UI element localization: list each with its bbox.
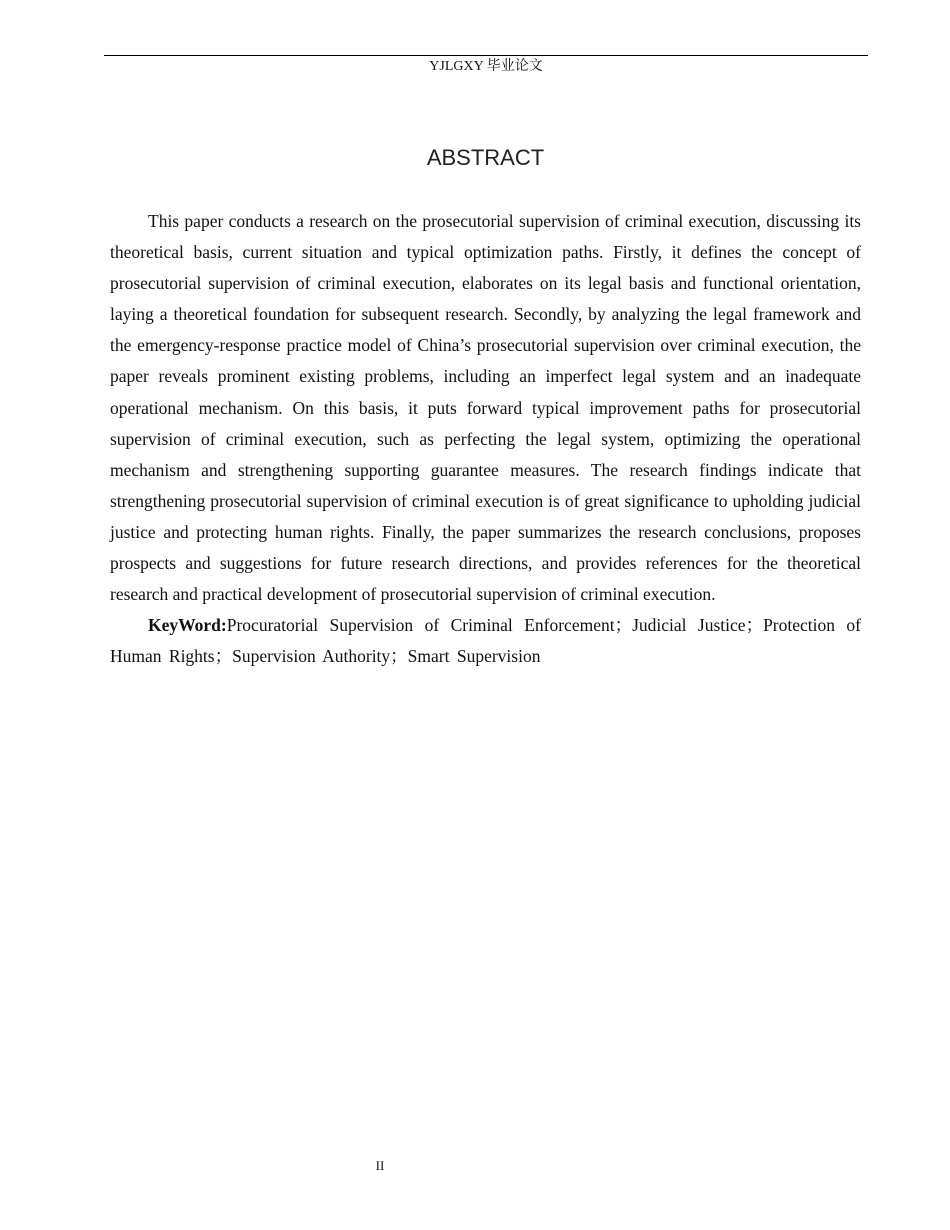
abstract-paragraph: This paper conducts a research on the prosecutorial supervision of criminal execution, discussing its theoretical basis, current situation and typical optimization paths. Firstly, it defines the concept of prosecutorial supervision of criminal execution, elaborates on its legal basis and functional orientation, laying a theoretical foundation for subsequent research. Secondly, by analyzing the legal framework and the emergency-response practice model of China’s prosecutorial supervision over criminal execution, the paper reveals prominent existing problems, including an imperfect legal system and an inadequate operational mechanism. On this basis, it puts forward typical improvement paths for prosecutorial supervision of criminal execution, such as perfecting the legal system, optimizing the operational mechanism and strengthening supporting guarantee measures. The research findings indicate that strengthening prosecutorial supervision of criminal execution is of great significance to upholding judicial justice and protecting human rights. Finally, the paper summarizes the research conclusions, proposes prospects and suggestions for future research directions, and provides references for the theoretical research and practical development of prosecutorial supervision of criminal execution. <box>110 211 861 605</box>
header-rule <box>104 55 868 56</box>
keywords-label: KeyWord: <box>148 615 227 636</box>
keywords-list: Procuratorial Supervision of Criminal Enforcement；Judicial Justice；Protection of Human Rights；Supervision Authority；Smart Supervision <box>110 615 861 667</box>
page-number: II <box>375 1158 385 1173</box>
abstract-title: ABSTRACT <box>426 145 545 170</box>
running-header: YJLGXY 毕业论文 <box>429 59 543 74</box>
keywords-line <box>110 610 861 672</box>
abstract-body <box>110 206 861 672</box>
